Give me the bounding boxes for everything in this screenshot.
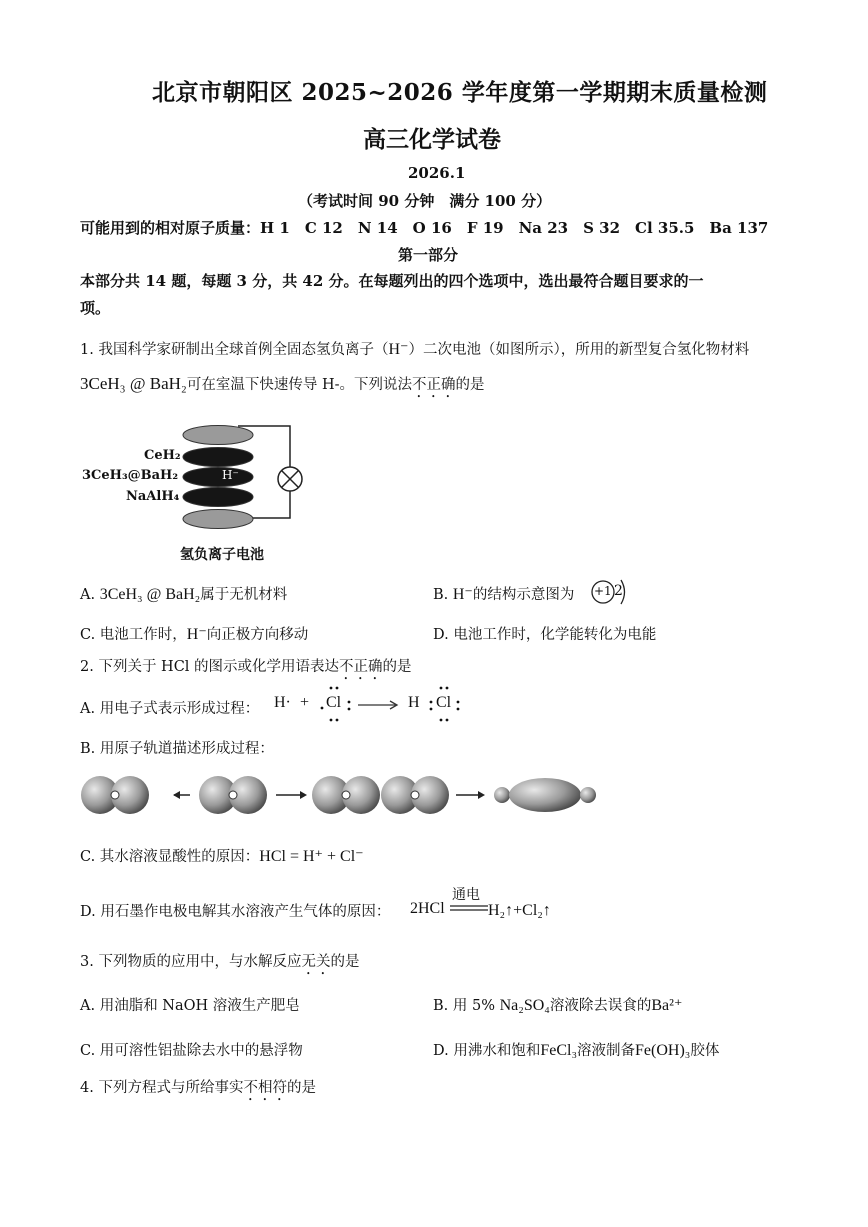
page-title: 北京市朝阳区 2025~2026 学年度第一学期期末质量检测 — [152, 79, 768, 106]
label-ceh2: CeH₂ — [144, 448, 181, 463]
electrolysis-condition: 通电 — [452, 887, 480, 903]
exam-date: 2026.1 — [408, 164, 466, 182]
part1-instructions-line2: 项。 — [80, 299, 111, 317]
q3-option-d-formula2: Fe(OH)₃ — [635, 1042, 691, 1059]
q2-stem-emphasis: 不正确 — [339, 659, 383, 675]
q3-stem-b: 的是 — [330, 954, 360, 970]
q1-option-a-formula: 3CeH₃ @ BaH₂ — [99, 586, 201, 603]
electron-dots-svg — [270, 684, 470, 726]
q1-option-c-text: C. 电池工作时， — [80, 627, 187, 643]
q1-option-b-ion: H⁻ — [452, 586, 473, 603]
q1-option-b-text: 的结构示意图为 — [472, 587, 575, 603]
q1-option-c-ion: H⁻ — [186, 626, 207, 643]
q1-stem-line2 — [80, 373, 485, 401]
q3-option-d-text2: 溶液制备 — [577, 1043, 636, 1059]
layer-naalh4 — [183, 488, 253, 507]
q3-option-c: C. 用可溶性铝盐除去水中的悬浮物 — [80, 1043, 303, 1059]
q2-stem-b: 的是 — [382, 659, 412, 675]
q1-material-formula: 3CeH₃ @ BaH₂ — [80, 374, 187, 393]
q3-option-b — [433, 994, 682, 1015]
q4-stem-emphasis: 不相符 — [243, 1080, 287, 1096]
q1-stem-part-b: ）二次电池（如图所示），所用的新型复合氢化物材料 — [408, 342, 750, 358]
q1-option-a-prefix: A. — [80, 587, 96, 603]
q2-option-b: B. 用原子轨道描述形成过程： — [80, 741, 274, 757]
h-atom: H· — [274, 694, 291, 711]
q3-stem-emphasis: 无关 — [301, 954, 331, 970]
q1-option-d: D. 电池工作时，化学能转化为电能 — [433, 627, 657, 643]
q3-option-d-text3: 胶体 — [690, 1043, 720, 1059]
layer-electrolyte — [183, 468, 253, 487]
q1-stem-line2-a: 可在室温下快速传导 H-。下列说法 — [186, 377, 412, 393]
q3-option-d-formula: FeCl₃ — [540, 1042, 578, 1059]
q4-stem — [80, 1076, 316, 1104]
sigma-end-left — [494, 787, 510, 803]
sigma-end-right — [580, 787, 596, 803]
q1-stem-line2-b: 的是 — [455, 377, 485, 393]
nucleus-2 — [229, 791, 237, 799]
q1-option-b-prefix: B. — [433, 587, 449, 603]
electrode-bottom — [183, 510, 253, 529]
nucleus-4 — [411, 791, 419, 799]
product-cl: Cl — [436, 694, 452, 711]
q2-option-c — [80, 845, 364, 866]
hydride-structure-diagram — [590, 577, 640, 607]
q3-option-d — [433, 1039, 719, 1060]
q3-option-b-text: B. 用 5% — [433, 998, 500, 1014]
q3-option-a: A. 用油脂和 NaOH 溶液生产肥皂 — [80, 998, 300, 1014]
hydride-battery-figure — [78, 410, 318, 570]
plus-sign: + — [300, 694, 310, 711]
q1-option-b — [433, 583, 574, 604]
q4-stem-b: 的是 — [286, 1080, 316, 1096]
electrolysis-rhs: H₂↑+Cl₂↑ — [488, 902, 551, 919]
q2-option-c-text: C. 其水溶液显酸性的原因： — [80, 849, 260, 865]
q3-stem-a: 3. 下列物质的应用中，与水解反应 — [80, 954, 302, 970]
label-electrolyte: 3CeH₃@BaH₂ — [82, 468, 179, 483]
q2-stem — [80, 655, 412, 683]
product-h: H — [408, 694, 420, 711]
q3-option-b-text2: 溶液除去误食的 — [549, 998, 652, 1014]
q3-option-b-ion: Ba²⁺ — [651, 997, 683, 1014]
q3-stem — [80, 950, 359, 978]
part1-heading: 第一部分 — [398, 246, 459, 264]
atomic-masses: 可能用到的相对原子质量：H 1 C 12 N 14 O 16 F 19 Na 23 S 32 Cl 35.5 Ba 137 — [80, 219, 769, 237]
exam-info: （考试时间 90 分钟 满分 100 分） — [298, 192, 552, 210]
q2-option-c-eq: HCl = H⁺ + Cl⁻ — [259, 848, 364, 865]
q1-option-c — [80, 623, 308, 644]
q1-stem-part-a: 1. 我国科学家研制出全球首例全固态氢负离子（ — [80, 342, 389, 358]
figure-caption: 氢负离子电池 — [180, 547, 264, 563]
arrow-right-head-1 — [300, 791, 307, 799]
q2-stem-a: 2. 下列关于 HCl 的图示或化学用语表达 — [80, 659, 340, 675]
q3-option-d-text: D. 用沸水和饱和 — [433, 1043, 541, 1059]
arrow-right-head-2 — [478, 791, 485, 799]
q3-option-b-formula: Na₂SO₄ — [499, 997, 550, 1014]
electrolysis-lhs: 2HCl — [410, 900, 445, 917]
electrolysis-equation — [410, 884, 590, 924]
q1-option-c-text2: 向正极方向移动 — [206, 627, 309, 643]
q1-option-a-text: 属于无机材料 — [200, 587, 288, 603]
cl-atom: Cl — [326, 694, 342, 711]
electrode-top — [183, 426, 253, 445]
q1-stem-ion: H⁻ — [388, 341, 409, 358]
orbital-svg — [78, 770, 608, 826]
page-subtitle: 高三化学试卷 — [363, 126, 501, 153]
q2-option-d-text: D. 用石墨作电极电解其水溶液产生气体的原因： — [80, 904, 391, 920]
q1-stem-line1 — [80, 338, 749, 359]
part1-instructions-line1: 本部分共 14 题，每题 3 分，共 42 分。在每题列出的四个选项中，选出最符合题目要求的一 — [80, 272, 704, 290]
label-hydride-ion: H⁻ — [222, 468, 239, 482]
equals-double-line — [450, 904, 490, 914]
layer-ceh2 — [183, 448, 253, 467]
q2-option-d — [80, 900, 390, 921]
orbital-overlap-figure — [78, 770, 608, 826]
electron-dot-formation — [270, 684, 470, 726]
q1-stem-emphasis: 不正确 — [412, 377, 456, 393]
q4-stem-a: 4. 下列方程式与所给事实 — [80, 1080, 244, 1096]
label-naalh4: NaAlH₄ — [126, 489, 180, 504]
nucleus-3 — [342, 791, 350, 799]
sigma-bond-orbital — [509, 778, 581, 812]
q1-option-a — [80, 583, 287, 604]
electron-count: 2 — [614, 583, 623, 599]
q2-option-a: A. 用电子式表示形成过程： — [80, 701, 260, 717]
nucleus-charge: +1 — [594, 584, 612, 598]
arrow-left-head — [173, 791, 180, 799]
nucleus-1 — [111, 791, 119, 799]
